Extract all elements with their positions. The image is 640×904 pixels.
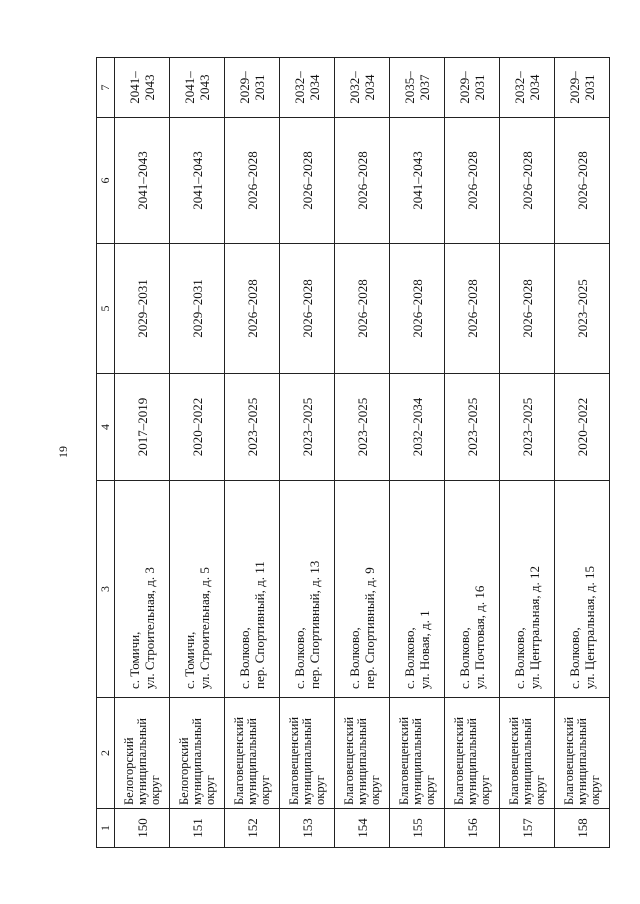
address-cell (390, 481, 445, 698)
period-cell-c7: 2029–2031 (555, 58, 610, 118)
period-cell-c5: 2029–2031 (170, 244, 225, 374)
page-number: 19 (56, 446, 70, 458)
period-cell-c4: 2032–2034 (390, 374, 445, 481)
row-number: 150 (115, 809, 170, 848)
address-line: пер. Спортивный, д. 9 (362, 567, 377, 689)
period-cell-c7: 2041–2043 (115, 58, 170, 118)
period-cell-c4: 2023–2025 (500, 374, 555, 481)
period-cell-c6: 2041–2043 (115, 118, 170, 244)
period-cell-c6: 2026–2028 (555, 118, 610, 244)
district-cell (335, 698, 390, 809)
period-cell-c4: 2020–2022 (555, 374, 610, 481)
table-body (115, 58, 610, 848)
address-line: пер. Спортивный, д. 13 (307, 560, 322, 689)
period-cell-c7: 2029–2031 (225, 58, 280, 118)
period-cell-c6: 2026–2028 (335, 118, 390, 244)
period-cell-c7: 2035–2037 (390, 58, 445, 118)
period-cell-c5: 2029–2031 (115, 244, 170, 374)
period-cell-c4: 2020–2022 (170, 374, 225, 481)
period-cell-c6: 2026–2028 (445, 118, 500, 244)
district-line: муниципальный (354, 718, 369, 805)
address-line: с. Волково, (457, 627, 472, 689)
district-line: округ (532, 775, 547, 805)
address-line: ул. Строительная, д. 5 (197, 567, 212, 689)
address-line: с. Волково, (512, 627, 527, 689)
row-number: 158 (555, 809, 610, 848)
address-line: с. Волково, (347, 627, 362, 689)
rotated-table-wrapper (96, 58, 611, 848)
period-cell-c5: 2026–2028 (445, 244, 500, 374)
address-cell (335, 481, 390, 698)
period-cell-c7: 2041–2043 (170, 58, 225, 118)
period-cell-c7: 2032–2034 (500, 58, 555, 118)
district-line: муниципальный (574, 718, 589, 805)
district-cell (115, 698, 170, 809)
header-cell: 7 (97, 58, 115, 118)
district-line: округ (312, 775, 327, 805)
district-cell (500, 698, 555, 809)
district-line: округ (477, 775, 492, 805)
period-cell-c6: 2026–2028 (225, 118, 280, 244)
district-line: муниципальный (464, 718, 479, 805)
header-row (97, 58, 115, 848)
period-cell-c4: 2023–2025 (225, 374, 280, 481)
district-line: Белогорский (121, 737, 136, 805)
address-line: ул. Центральная, д. 15 (582, 566, 597, 689)
period-cell-c6: 2026–2028 (280, 118, 335, 244)
address-line: пер. Спортивный, д. 11 (252, 561, 267, 689)
address-line: с. Томичи, (182, 631, 197, 689)
district-line: Благовещенский (561, 716, 576, 805)
row-number: 151 (170, 809, 225, 848)
district-line: округ (367, 775, 382, 805)
district-cell (170, 698, 225, 809)
period-cell-c4: 2023–2025 (280, 374, 335, 481)
address-line: ул. Почтовая, д. 16 (472, 585, 487, 689)
address-line: с. Волково, (237, 627, 252, 689)
district-line: округ (147, 775, 162, 805)
district-line: округ (202, 775, 217, 805)
table-row (390, 58, 445, 848)
district-line: муниципальный (189, 718, 204, 805)
period-cell-c6: 2026–2028 (500, 118, 555, 244)
period-cell-c4: 2023–2025 (445, 374, 500, 481)
address-cell (555, 481, 610, 698)
district-cell (445, 698, 500, 809)
address-line: с. Волково, (292, 627, 307, 689)
district-line: Белогорский (176, 737, 191, 805)
table-row (555, 58, 610, 848)
header-cell: 3 (97, 481, 115, 698)
period-cell-c6: 2041–2043 (390, 118, 445, 244)
address-cell (445, 481, 500, 698)
district-line: муниципальный (134, 718, 149, 805)
address-line: ул. Новая, д. 1 (417, 610, 432, 689)
period-cell-c4: 2017–2019 (115, 374, 170, 481)
table-row (445, 58, 500, 848)
row-number: 155 (390, 809, 445, 848)
district-line: округ (257, 775, 272, 805)
header-cell: 5 (97, 244, 115, 374)
district-line: муниципальный (409, 718, 424, 805)
period-cell-c7: 2029–2031 (445, 58, 500, 118)
district-line: муниципальный (519, 718, 534, 805)
district-line: Благовещенский (286, 716, 301, 805)
row-number: 154 (335, 809, 390, 848)
district-line: Благовещенский (506, 716, 521, 805)
district-line: Благовещенский (341, 716, 356, 805)
period-cell-c7: 2032–2034 (335, 58, 390, 118)
header-cell: 4 (97, 374, 115, 481)
district-cell (280, 698, 335, 809)
table-row (335, 58, 390, 848)
address-cell (225, 481, 280, 698)
period-cell-c4: 2023–2025 (335, 374, 390, 481)
period-cell-c5: 2026–2028 (335, 244, 390, 374)
period-cell-c6: 2041–2043 (170, 118, 225, 244)
header-cell: 6 (97, 118, 115, 244)
district-line: муниципальный (244, 718, 259, 805)
period-cell-c5: 2026–2028 (500, 244, 555, 374)
row-number: 156 (445, 809, 500, 848)
table-row (500, 58, 555, 848)
header-cell: 1 (97, 809, 115, 848)
period-cell-c5: 2026–2028 (225, 244, 280, 374)
address-cell (115, 481, 170, 698)
district-line: Благовещенский (231, 716, 246, 805)
row-number: 152 (225, 809, 280, 848)
period-cell-c5: 2026–2028 (280, 244, 335, 374)
address-line: с. Томичи, (127, 631, 142, 689)
address-line: ул. Центральная, д. 12 (527, 566, 542, 689)
row-number: 153 (280, 809, 335, 848)
period-cell-c5: 2026–2028 (390, 244, 445, 374)
district-line: Благовещенский (396, 716, 411, 805)
address-cell (500, 481, 555, 698)
schedule-table (96, 57, 610, 848)
district-line: муниципальный (299, 718, 314, 805)
row-number: 157 (500, 809, 555, 848)
district-line: округ (422, 775, 437, 805)
table-row (225, 58, 280, 848)
address-line: ул. Строительная, д. 3 (142, 567, 157, 689)
address-cell (280, 481, 335, 698)
table-row (115, 58, 170, 848)
period-cell-c5: 2023–2025 (555, 244, 610, 374)
header-cell: 2 (97, 698, 115, 809)
table-row (280, 58, 335, 848)
address-line: с. Волково, (402, 627, 417, 689)
table-row (170, 58, 225, 848)
district-line: округ (587, 775, 602, 805)
district-cell (555, 698, 610, 809)
period-cell-c7: 2032–2034 (280, 58, 335, 118)
district-line: Благовещенский (451, 716, 466, 805)
address-line: с. Волково, (567, 627, 582, 689)
address-cell (170, 481, 225, 698)
district-cell (390, 698, 445, 809)
district-cell (225, 698, 280, 809)
